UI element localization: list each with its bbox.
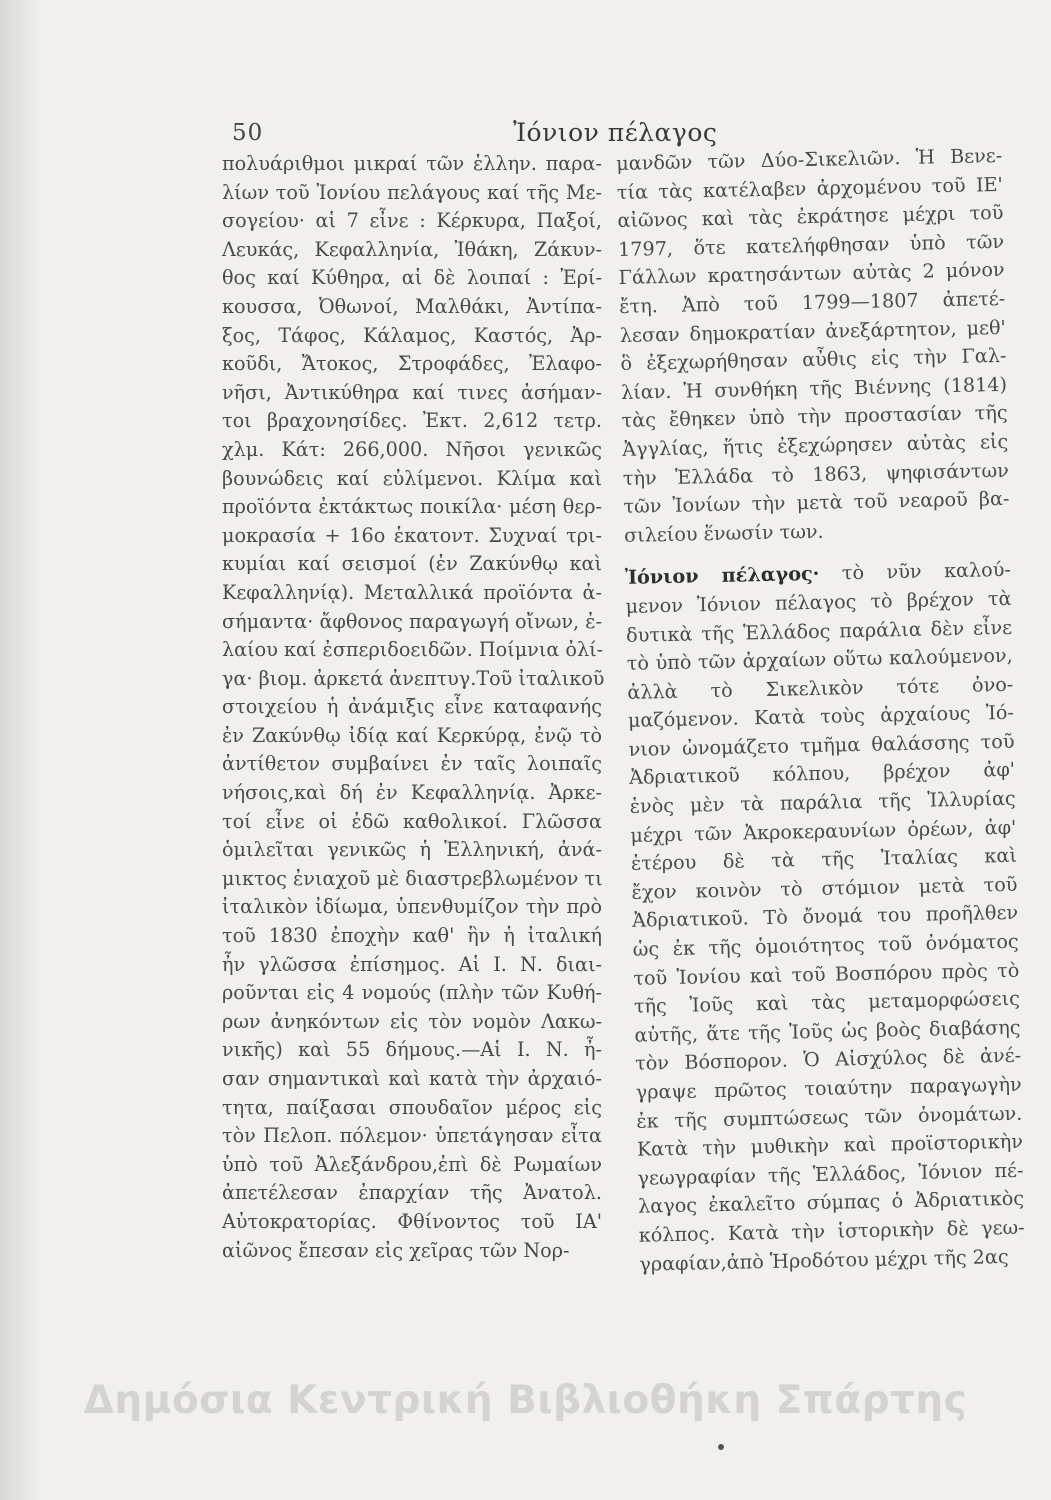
text-line: σογείου· αἱ 7 εἶνε : Κέρκυρα, Παξοί, bbox=[222, 209, 602, 233]
text-line: ἐκ τῆς συμπτώσεως τῶν ὀνομάτων. bbox=[636, 1101, 1023, 1133]
text-line: βουνώδεις καί εὐλίμενοι. Κλίμα καὶ bbox=[222, 466, 602, 490]
text-line: γεωγραφίαν τῆς Ἑλλάδος, Ἰόνιον πέ- bbox=[637, 1158, 1024, 1190]
entry-lemma: Ἰόνιον πέλαγος· bbox=[624, 562, 820, 590]
text-line: γραφίαν,ἀπὸ Ἡροδότου μέχρι τῆς 2ας bbox=[639, 1244, 1009, 1276]
text-line: μανδῶν τῶν Δύο-Σικελιῶν. Ἡ Βενε- bbox=[616, 143, 1003, 175]
text-line: τῆς Ἰοῦς καὶ τὰς μεταμορφώσεις bbox=[633, 986, 1021, 1019]
text-line: πολυάριθμοι μικραί τῶν ἑλλην. παρα- bbox=[222, 152, 602, 175]
text-line: λαγος ἐκαλεῖτο σύμπας ὁ Ἀδριατικὸς bbox=[637, 1187, 1025, 1219]
text-line: Κεφαλληνίᾳ). Μεταλλικά προϊόντα ἀ- bbox=[222, 580, 602, 604]
text-line: τὰς ἔθηκεν ὑπὸ τὴν προστασίαν τῆς bbox=[621, 401, 1008, 433]
text-line: αἰῶνος ἔπεσαν εἰς χεῖρας τῶν Νορ- bbox=[222, 1238, 570, 1262]
text-line: χλμ. Κάτ: 266,000. Νῆσοι γενικῶς bbox=[222, 437, 602, 461]
entry-ionian-sea bbox=[625, 556, 1026, 1279]
text-line: κόλπος. Κατὰ τὴν ἱστορικὴν δὲ γεω- bbox=[638, 1215, 1025, 1247]
text-line: σαν σημαντικαὶ καὶ κατὰ τὴν ἀρχαιό- bbox=[222, 1067, 602, 1090]
text-line: νιον ὠνομάζετο τμῆμα θαλάσσης τοῦ bbox=[628, 729, 1015, 761]
text-line: νήσοις,καὶ δή ἐν Κεφαλληνίᾳ. Ἀρκε- bbox=[222, 781, 602, 805]
text-line: κυμίαι καί σεισμοί (ἐν Ζακύνθῳ καὶ bbox=[222, 552, 602, 576]
text-line: λίων τοῦ Ἰονίου πελάγους καί τῆς Με- bbox=[222, 180, 602, 204]
right-column bbox=[616, 142, 1026, 1279]
text-line: Γάλλων κρατησάντων αὐτὰς 2 μόνον bbox=[618, 258, 1005, 290]
entry-first-line-text: τὸ νῦν καλού- bbox=[819, 558, 1012, 586]
text-line: τὴν Ἑλλάδα τὸ 1863, ψηφισάντων bbox=[622, 458, 1010, 490]
text-line: μαζόμενον. Κατὰ τοὺς ἀρχαίους Ἰό- bbox=[627, 701, 1015, 733]
text-line: γα· βιομ. ἀρκετά ἀνεπτυγ.Τοῦ ἰταλικοῦ bbox=[222, 666, 605, 690]
text-line: ἦν γλῶσσα ἐπίσημος. Αἱ Ι. Ν. διαι- bbox=[222, 952, 602, 976]
text-line: ἔτη. Ἀπὸ τοῦ 1799—1807 ἀπετέ- bbox=[619, 286, 1006, 318]
text-line: λεσαν δημοκρατίαν ἀνεξάρτητον, μεθ' bbox=[619, 315, 1007, 347]
text-line: λίαν. Ἡ συνθήκη τῆς Βιέννης (1814) bbox=[620, 372, 1008, 404]
text-line: ροῦνται εἰς 4 νομούς (πλὴν τῶν Κυθή- bbox=[222, 981, 602, 1005]
text-line: τὸν Βόσπορον. Ὁ Αἰσχύλος δὲ ἀνέ- bbox=[634, 1044, 1022, 1076]
text-line: τοί εἶνε οἱ ἐδῶ καθολικοί. Γλῶσσα bbox=[222, 809, 602, 833]
text-line: αὐτῆς, ἅτε τῆς Ἰοῦς ὡς βοὸς διαβάσης bbox=[634, 1015, 1021, 1047]
text-line: λαίου καί ἐσπεριδοειδῶν. Ποίμνια ὀλί- bbox=[222, 638, 604, 662]
text-line: τὸ ὑπὸ τῶν ἀρχαίων οὕτω καλούμενον, bbox=[626, 643, 1013, 675]
text-line: Ἀδριατικοῦ κόλπου, βρέχον ἀφ' bbox=[628, 758, 1016, 790]
ink-speck bbox=[718, 1444, 724, 1450]
text-line: γραψε πρῶτος τοιαύτην παραγωγὴν bbox=[635, 1072, 1022, 1104]
text-line: Ἀδριατικοῦ. Τὸ ὄνομά του προῆλθεν bbox=[631, 901, 1019, 933]
text-line: νικῆς) καὶ 55 δήμους.—Αἱ Ι. Ν. ἦ- bbox=[222, 1038, 602, 1062]
text-line: ἑτέρου δὲ τὰ τῆς Ἰταλίας καὶ bbox=[630, 844, 1018, 876]
text-line: νῆσι, Ἀντικύθηρα καί τινες ἀσήμαν- bbox=[222, 380, 602, 404]
page-edge-shadow bbox=[0, 0, 40, 1500]
text-line: τητα, παίξασαι σπουδαῖον μέρος εἰς bbox=[222, 1095, 602, 1119]
text-line: ἀντίθετον συμβαίνει ἐν ταῖς λοιπαῖς bbox=[222, 752, 602, 776]
text-line: τοῦ Ἰονίου καὶ τοῦ Βοσπόρου πρὸς τὸ bbox=[633, 958, 1020, 990]
text-line: ρων ἀνηκόντων εἰς τὸν νομὸν Λακω- bbox=[222, 1009, 602, 1033]
text-line: Λευκάς, Κεφαλληνία, Ἰθάκη, Ζάκυν- bbox=[222, 237, 602, 261]
text-line: μέχρι τῶν Ἀκροκεραυνίων ὀρέων, ἀφ' bbox=[630, 815, 1017, 847]
text-line: μενον Ἰόνιον πέλαγος τὸ βρέχον τὰ bbox=[625, 586, 1012, 618]
text-line: στοιχείου ἡ ἀνάμιξις εἶνε καταφανής bbox=[222, 695, 602, 719]
text-line: ὃ ἐξεχωρήθησαν αὖθις εἰς τὴν Γαλ- bbox=[620, 344, 1007, 376]
text-line: τία τὰς κατέλαβεν ἀρχομένου τοῦ ΙΕ' bbox=[616, 172, 1004, 204]
running-title: Ἰόνιον πέλαγος bbox=[513, 118, 718, 147]
text-line: κουσσα, Ὀθωνοί, Μαλθάκι, Ἀντίπα- bbox=[222, 294, 602, 318]
text-line: μικτος ἐνιαχοῦ μὲ διαστρεβλωμένον τι bbox=[222, 866, 603, 890]
page-number: 50 bbox=[232, 120, 264, 146]
text-line: τῶν Ἰονίων τὴν μετὰ τοῦ νεαροῦ βα- bbox=[623, 486, 1010, 519]
text-line: ἐν Ζακύνθῳ ἰδίᾳ καί Κερκύρᾳ, ἐνῷ τὸ bbox=[222, 723, 602, 747]
text-line: δυτικὰ τῆς Ἑλλάδος παράλια δὲν εἶνε bbox=[625, 615, 1013, 647]
text-line: τοι βραχονησίδες. Ἐκτ. 2,612 τετρ. bbox=[222, 409, 602, 433]
text-line: Ἀγγλίας, ἥτις ἐξεχώρησεν αὐτὰς εἰς bbox=[622, 429, 1009, 461]
text-line: ὁμιλεῖται γενικῶς ἡ Ἑλληνική, ἀνά- bbox=[222, 838, 602, 862]
text-line: ἀπετέλεσαν ἐπαρχίαν τῆς Ἀνατολ. bbox=[222, 1181, 602, 1205]
text-line: σήμαντα· ἄφθονος παραγωγή οἴνων, ἐ- bbox=[222, 609, 603, 633]
text-line: προϊόντα ἐκτάκτως ποικίλα· μέση θερ- bbox=[222, 495, 602, 519]
text-line: 1797, ὅτε κατελήφθησαν ὑπὸ τῶν bbox=[617, 229, 1005, 261]
text-line: Κατὰ τὴν μυθικὴν καὶ προϊστορικὴν bbox=[636, 1129, 1024, 1161]
text-line: ἰταλικὸν ἰδίωμα, ὑπενθυμίζον τὴν πρὸ bbox=[222, 895, 602, 919]
left-column bbox=[222, 150, 605, 1265]
text-line: σιλείου ἕνωσίν των. bbox=[623, 519, 824, 547]
library-watermark: Δημόσια Κεντρική Βιβλιοθήκη Σπάρτης bbox=[83, 1378, 968, 1423]
text-line: ἑνὸς μὲν τὰ παράλια τῆς Ἰλλυρίας bbox=[629, 786, 1016, 818]
text-line: ὡς ἐκ τῆς ὁμοιότητος τοῦ ὀνόματος bbox=[632, 929, 1019, 961]
text-line: κοῦδι, Ἄτοκος, Στροφάδες, Ἐλαφο- bbox=[222, 352, 602, 376]
text-line: ὑπὸ τοῦ Ἀλεξάνδρου,ἐπὶ δὲ Ρωμαίων bbox=[222, 1152, 602, 1176]
text-line: τὸν Πελοπ. πόλεμον· ὑπετάγησαν εἶτα bbox=[222, 1124, 602, 1148]
text-line: αἰῶνος καὶ τὰς ἐκράτησε μέχρι τοῦ bbox=[617, 201, 1004, 233]
text-line: ξος, Τάφος, Κάλαμος, Καστός, Ἀρ- bbox=[222, 323, 602, 347]
text-line: Αὐτοκρατορίας. Φθίνοντος τοῦ ΙΑ' bbox=[222, 1209, 602, 1233]
text-line: ἔχον κοινὸν τὸ στόμιον μετὰ τοῦ bbox=[631, 872, 1018, 904]
text-line: τοῦ 1830 ἐποχὴν καθ' ἣν ἡ ἰταλική bbox=[222, 924, 602, 948]
entry-history-continued bbox=[616, 142, 1010, 550]
text-line: ἀλλὰ τὸ Σικελικὸν τότε ὀνο- bbox=[627, 672, 1014, 704]
text-line: μοκρασία + 16ο ἑκατονт. Συχναί τρι- bbox=[222, 523, 602, 547]
text-line: θος καί Κύθηρα, αἱ δὲ λοιπαί : Ἐρί- bbox=[222, 266, 602, 290]
